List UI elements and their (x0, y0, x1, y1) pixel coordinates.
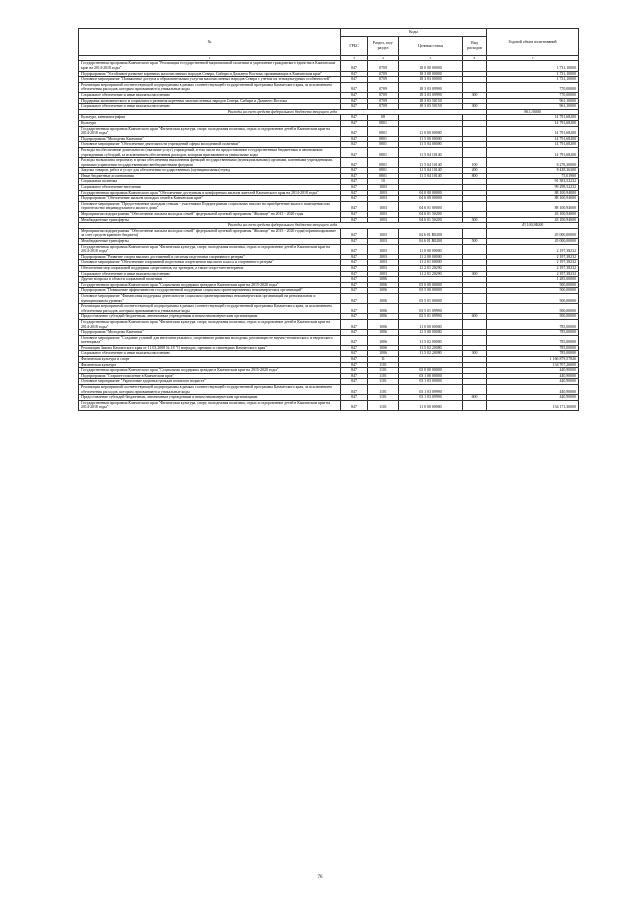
row-target-article: 11 2 01 20290 (399, 271, 463, 277)
row-grbs: 847 (341, 147, 368, 157)
row-amount: 785,00000 (487, 319, 579, 329)
row-grbs: 847 (341, 260, 368, 266)
row-target-article: 11 5 02 20080 (399, 345, 463, 351)
row-grbs: 847 (341, 217, 368, 223)
row-name: Расходы на выплаты персоналу в целях обеспечения выполнения функций государственными (муниципальными) органами, казенными учреждениями, органами управления государственными внебюджетными фондами (79, 158, 341, 168)
row-target-article: 11 5 02 00000 (399, 335, 463, 345)
row-name: Государственная программа Камчатского края "Физическая культура, спорт, молодежная политика, отдых и оздоровление детей в Камчатском крае на 2014-2018 годы" (79, 244, 341, 254)
row-razdel: 0709 (368, 98, 399, 104)
row-grbs: 847 (341, 61, 368, 71)
row-razdel: 1006 (368, 335, 399, 345)
row-grbs: 847 (341, 282, 368, 288)
row-razdel: 1003 (368, 254, 399, 260)
table-row (79, 244, 579, 254)
row-grbs: 847 (341, 82, 368, 92)
row-amount: 961,10000 (487, 98, 579, 104)
row-name: Социальное обеспечение населения (79, 185, 341, 191)
row-name: Государственная программа Камчатского края "Реализация государственной национальной политики и укрепление гражданского единства в Камчатском крае на 2014-2018 годы" (79, 61, 341, 71)
row-grbs: 847 (341, 126, 368, 136)
row-grbs: 847 (341, 330, 368, 336)
row-grbs: 847 (341, 92, 368, 98)
row-target-article: 18 3 03 09990 (399, 82, 463, 92)
row-name: Подпрограмма "Развитие спорта высших достижений и системы подготовки спортивного резерва" (79, 254, 341, 260)
row-name: Государственная программа Камчатского края "Физическая культура, спорт, молодежная политика, отдых и оздоровление детей в Камчатском крае на 2014-2018 годы" (79, 400, 341, 410)
row-grbs: 847 (341, 115, 368, 121)
header-grbs: ГРБС (341, 37, 368, 56)
row-amount: 500,00000 (487, 288, 579, 294)
column-index: 3 (341, 56, 368, 61)
row-razdel: 1003 (368, 185, 399, 191)
row-amount: 1 166 879,57826 (487, 357, 579, 363)
table-row (79, 385, 579, 395)
row-razdel: 1003 (368, 212, 399, 218)
row-grbs: 847 (341, 288, 368, 294)
row-razdel: 1006 (368, 293, 399, 303)
row-name: Подпрограмма "Молодежь Камчатки" (79, 330, 341, 336)
row-target-article: 11 5 04 10140 (399, 158, 463, 168)
row-amount: 770,00000 (487, 82, 579, 92)
row-amount: 2 197,38232 (487, 271, 579, 277)
row-amount: 2 197,38232 (487, 265, 579, 271)
row-target-article: 11 0 00 00000 (399, 319, 463, 329)
row-name: Государственная программа Камчатского края "Обеспечение доступным и комфортным жильем жителей Камчатского края на 2014-2018 годы" (79, 190, 341, 196)
row-expense-type (463, 147, 487, 157)
row-name: Культура, кинематография (79, 115, 341, 121)
row-razdel: 0709 (368, 92, 399, 98)
row-expense-type: 200 (463, 168, 487, 174)
row-name: Основное мероприятие "Предоставление молодым семьям - участникам Подпрограммы социальных выплат на приобретение жилого помещения или строительство индивидуального жилого дома" (79, 201, 341, 211)
row-razdel: 1006 (368, 351, 399, 357)
table-row (79, 400, 579, 410)
row-grbs: 847 (341, 136, 368, 142)
row-grbs: 847 (341, 314, 368, 320)
row-amount: 785,00000 (487, 345, 579, 351)
row-name: Предоставление субсидий бюджетным, автономным учреждениям и иным некоммерческим организациям (79, 395, 341, 401)
row-name: Государственная программа Камчатского края "Физическая культура, спорт, молодежная политика, отдых и оздоровление детей в Камчатском крае на 2014-2018 годы" (79, 319, 341, 329)
row-target-article: 04 6 00 00000 (399, 196, 463, 202)
row-razdel: 0709 (368, 82, 399, 92)
row-razdel: 1006 (368, 345, 399, 351)
row-grbs: 847 (341, 265, 368, 271)
row-expense-type (463, 335, 487, 345)
row-name: Межбюджетные трансферты (79, 217, 341, 223)
row-grbs: 847 (341, 304, 368, 314)
row-expense-type (463, 319, 487, 329)
row-amount: 14 791,68200 (487, 126, 579, 136)
row-name: Подпрограмма "Обеспечение жильем молодых семей в Камчатском крае" (79, 196, 341, 202)
row-grbs: 847 (341, 385, 368, 395)
row-amount: 88 100,94000 (487, 201, 579, 211)
row-grbs: 847 (341, 368, 368, 374)
row-target-article: 11 5 04 10140 (399, 173, 463, 179)
row-grbs: 847 (341, 212, 368, 218)
row-amount: 961,10000 (487, 109, 579, 115)
row-expense-type (463, 385, 487, 395)
table-row (79, 335, 579, 345)
row-target-article: 11 5 02 20080 (399, 351, 463, 357)
row-expense-type: 300 (463, 271, 487, 277)
column-index: 6 (463, 56, 487, 61)
row-razdel: 1003 (368, 201, 399, 211)
row-razdel: 1006 (368, 314, 399, 320)
row-grbs: 847 (341, 239, 368, 245)
row-grbs: 847 (341, 201, 368, 211)
note-text: Расходы на счет средств федерального бюджета текущего года (79, 223, 487, 229)
row-target-article: 11 2 01 20290 (399, 265, 463, 271)
row-target-article: 18 3 00 00000 (399, 71, 463, 77)
row-razdel: 1006 (368, 277, 399, 283)
row-name: Культура (79, 120, 341, 126)
row-target-article: 11 5 04 10140 (399, 168, 463, 174)
row-grbs: 847 (341, 168, 368, 174)
row-amount: 1 731,10000 (487, 61, 579, 71)
row-name: Государственная программа Камчатского края "Социальная поддержка граждан в Камчатском крае на 2015-2020 годы" (79, 282, 341, 288)
header-csr: Целевая статья (399, 37, 463, 56)
row-grbs: 847 (341, 357, 368, 363)
row-name: Основное мероприятие "Финансовая поддержка деятельности социально ориентированных некоммерческих организаций на региональном и муниципальном уровнях" (79, 293, 341, 303)
column-index: 1 (79, 56, 341, 61)
table-row (79, 147, 579, 157)
row-razdel: 1006 (368, 330, 399, 336)
row-amount: 785,00000 (487, 351, 579, 357)
row-grbs: 847 (341, 196, 368, 202)
row-razdel: 11 (368, 357, 399, 363)
table-row (79, 228, 579, 238)
table-body (79, 56, 579, 411)
table-row (79, 158, 579, 168)
header-amount: Годовой объем ассигнований (487, 29, 579, 56)
row-amount: 43 100,94000 (487, 223, 579, 229)
row-expense-type (463, 201, 487, 211)
row-amount: 45 000,00000 (487, 228, 579, 238)
row-name: Социальное обеспечение и иные выплаты населению (79, 271, 341, 277)
row-razdel: 1101 (368, 385, 399, 395)
row-razdel: 1101 (368, 368, 399, 374)
row-razdel: 1101 (368, 379, 399, 385)
row-razdel: 0801 (368, 168, 399, 174)
page-number: 76 (317, 875, 323, 880)
row-target-article: 18 3 03 09990 (399, 92, 463, 98)
row-name: Другие вопросы в области социальной политики (79, 277, 341, 283)
row-name: Основное мероприятие "Повышение доступа к образовательным услугам малочисленных народов Севера с учетом их этнокультурных особенностей" (79, 77, 341, 83)
row-expense-type (463, 293, 487, 303)
row-razdel: 1006 (368, 319, 399, 329)
row-amount: 45 000,00000 (487, 239, 579, 245)
row-razdel: 1003 (368, 244, 399, 254)
row-grbs: 847 (341, 395, 368, 401)
header-codes: Коды (341, 29, 487, 37)
row-target-article: 11 5 00 00000 (399, 330, 463, 336)
row-grbs: 847 (341, 228, 368, 238)
row-expense-type: 500 (463, 217, 487, 223)
row-name: Основное мероприятие "Укрепление здоровья граждан пожилого возраста" (79, 379, 341, 385)
table-row (79, 126, 579, 136)
row-target-article: 04 0 00 00000 (399, 190, 463, 196)
row-target-article: 11 2 00 00000 (399, 254, 463, 260)
row-amount: 14 791,68200 (487, 120, 579, 126)
row-expense-type: 600 (463, 314, 487, 320)
row-name: Физическая культура (79, 362, 341, 368)
table-row (79, 82, 579, 92)
budget-table-page (78, 28, 578, 411)
column-index: 7 (487, 56, 579, 61)
row-razdel: 1003 (368, 190, 399, 196)
row-razdel: 1003 (368, 260, 399, 266)
row-razdel: 0801 (368, 158, 399, 168)
row-expense-type (463, 228, 487, 238)
row-target-article: 04 6 01 00000 (399, 201, 463, 211)
header-num: № (79, 29, 341, 56)
row-razdel: 0801 (368, 126, 399, 136)
row-amount: 14 791,68200 (487, 147, 579, 157)
row-name: Государственная программа Камчатского края "Социальная поддержка граждан в Камчатском крае на 2015-2020 годы" (79, 368, 341, 374)
row-amount: 43 100,94000 (487, 217, 579, 223)
row-amount: 1 731,10000 (487, 77, 579, 83)
row-amount: 134 707,26000 (487, 362, 579, 368)
row-grbs: 847 (341, 158, 368, 168)
row-name: Межбюджетные трансферты (79, 239, 341, 245)
row-name: Социальное обеспечение и иные выплаты населению (79, 92, 341, 98)
row-target-article: 04 6 01 R0200 (399, 228, 463, 238)
row-amount: 75,01900 (487, 173, 579, 179)
row-razdel: 1006 (368, 282, 399, 288)
row-razdel: 1003 (368, 228, 399, 238)
row-razdel: 1101 (368, 395, 399, 401)
row-razdel: 1003 (368, 265, 399, 271)
row-amount: 91 383,52232 (487, 179, 579, 185)
row-target-article: 11 5 04 00000 (399, 142, 463, 148)
row-amount: 500,00000 (487, 282, 579, 288)
row-razdel: 1101 (368, 362, 399, 368)
row-name: Основное мероприятие "Обеспечение спортивной подготовки спортсменов высокого класса и спортивного резерва" (79, 260, 341, 266)
row-name: Иные бюджетные ассигнования (79, 173, 341, 179)
row-razdel: 0801 (368, 142, 399, 148)
row-amount: 1 285,00000 (487, 277, 579, 283)
row-amount: 2 197,38232 (487, 254, 579, 260)
row-target-article: 03 1 03 00000 (399, 379, 463, 385)
row-expense-type: 600 (463, 395, 487, 401)
row-target-article: 03 0 00 00000 (399, 282, 463, 288)
row-target-article: 03 5 01 09990 (399, 304, 463, 314)
row-amount: 134 171,36000 (487, 400, 579, 410)
row-razdel: 1006 (368, 304, 399, 314)
row-name: Подпрограмма "Старшее поколение в Камчатском крае" (79, 373, 341, 379)
row-amount: 785,00000 (487, 330, 579, 336)
row-name: Реализация мероприятий соответствующей подпрограммы в рамках соответствующей государственной программы Камчатского края, за исключением обеспечения расходов, которым присваиваются уникальные коды (79, 82, 341, 92)
row-name: Закупка товаров, работ и услуг для обеспечения государственных (муниципальных) нужд (79, 168, 341, 174)
header-razdel: Раздел, под-раздел (368, 37, 399, 56)
row-name: Социальное обеспечение и иные выплаты населению (79, 351, 341, 357)
table-row (79, 61, 579, 71)
row-name: Подпрограмма "Устойчивое развитие коренных малочисленных народов Севера, Сибири и Дальнего Востока, проживающих в Камчатском крае" (79, 71, 341, 77)
row-grbs: 847 (341, 71, 368, 77)
row-grbs: 847 (341, 379, 368, 385)
row-grbs: 847 (341, 77, 368, 83)
row-grbs: 847 (341, 277, 368, 283)
row-grbs: 847 (341, 173, 368, 179)
row-target-article: 03 1 03 09990 (399, 385, 463, 395)
row-target-article: 11 5 04 10140 (399, 147, 463, 157)
row-grbs: 847 (341, 254, 368, 260)
row-razdel: 1003 (368, 196, 399, 202)
row-grbs: 847 (341, 319, 368, 329)
table-row (79, 201, 579, 211)
row-target-article: 18 3 03 00000 (399, 77, 463, 83)
budget-table (78, 28, 579, 411)
row-amount: 440,90000 (487, 379, 579, 385)
row-target-article: 11 0 00 00000 (399, 126, 463, 136)
row-amount: 88 100,94000 (487, 196, 579, 202)
note-text: Расходы на счет средств федерального бюджета текущего года (79, 109, 487, 115)
row-expense-type (463, 61, 487, 71)
row-target-article: 18 3 03 50150 (399, 98, 463, 104)
row-razdel: 1101 (368, 400, 399, 410)
row-razdel: 0801 (368, 147, 399, 157)
row-target-article: 11 0 00 00000 (399, 400, 463, 410)
row-amount: 961,10000 (487, 104, 579, 110)
row-razdel: 10 (368, 179, 399, 185)
row-target-article: 04 6 01 50200 (399, 217, 463, 223)
row-target-article: 11 5 00 00000 (399, 136, 463, 142)
row-name: Подпрограмма "Молодежь Камчатки" (79, 136, 341, 142)
row-expense-type (463, 244, 487, 254)
row-amount: 500,00000 (487, 314, 579, 320)
row-target-article: 04 6 01 50200 (399, 212, 463, 218)
row-amount: 440,90000 (487, 373, 579, 379)
row-razdel: 0709 (368, 71, 399, 77)
row-amount: 785,00000 (487, 335, 579, 345)
row-razdel: 1003 (368, 217, 399, 223)
row-amount: 99 298,52232 (487, 185, 579, 191)
row-expense-type: 100 (463, 158, 487, 168)
row-expense-type: 800 (463, 173, 487, 179)
row-grbs: 847 (341, 104, 368, 110)
row-name: Подпрограмма "Повышение эффективности государственной поддержки социально ориентированных некоммерческих организаций" (79, 288, 341, 294)
row-grbs: 847 (341, 244, 368, 254)
row-target-article: 18 0 00 00000 (399, 61, 463, 71)
row-grbs: 847 (341, 185, 368, 191)
row-expense-type: 300 (463, 92, 487, 98)
row-grbs: 847 (341, 373, 368, 379)
row-razdel: 0801 (368, 173, 399, 179)
row-grbs: 847 (341, 345, 368, 351)
row-razdel: 0709 (368, 61, 399, 71)
row-amount: 14 791,68200 (487, 136, 579, 142)
row-amount: 770,00000 (487, 92, 579, 98)
row-name: Реализация мероприятий соответствующей подпрограммы в рамках соответствующей государственной программы Камчатского края, за исключением обеспечения расходов, которым присваиваются уникальные коды (79, 304, 341, 314)
row-name: Поддержка экономического и социального развития коренных малочисленных народов Севера, Сибири и Дальнего Востока (79, 98, 341, 104)
row-amount: 8 438,36300 (487, 168, 579, 174)
row-razdel: 08 (368, 115, 399, 121)
row-name: Мероприятия подпрограммы "Обеспечение жильем молодых семей" федеральной целевой программы "Жилище" на 2015 - 2020 годы(софинансирование за счет средств краевого бюджета) (79, 228, 341, 238)
row-name: Предоставление субсидий бюджетным, автономным учреждениям и иным некоммерческим организациям (79, 314, 341, 320)
row-target-article: 03 0 00 00000 (399, 368, 463, 374)
row-amount: 500,00000 (487, 304, 579, 314)
row-expense-type: 300 (463, 351, 487, 357)
row-target-article: 11 2 01 00000 (399, 260, 463, 266)
row-target-article: 04 6 01 R0200 (399, 239, 463, 245)
row-expense-type (463, 126, 487, 136)
row-grbs: 847 (341, 335, 368, 345)
row-name: Физическая культура и спорт (79, 357, 341, 363)
row-grbs: 847 (341, 271, 368, 277)
row-expense-type (463, 400, 487, 410)
row-expense-type: 500 (463, 239, 487, 245)
row-target-article: 11 0 00 00000 (399, 244, 463, 254)
row-razdel: 0801 (368, 136, 399, 142)
row-name: Мероприятия подпрограммы "Обеспечение жильем молодых семей" федеральной целевой программы "Жилище" на 2015 - 2020 годы (79, 212, 341, 218)
row-name: Расходы на обеспечение деятельности (оказание услуг) учреждений, в том числе на предоставление государственным бюджетным и автономным учреждениям субсидий, за исключением обеспечения расходов, которым присваиваются уникальные коды (79, 147, 341, 157)
row-expense-type: 300 (463, 104, 487, 110)
row-amount: 43 100,94000 (487, 212, 579, 218)
row-name: Социальное обеспечение и иные выплаты населению (79, 104, 341, 110)
row-name: Реализация Закона Камчатского края от 11.03.2008 № 18 "О наградах, премиях и стипендиях Камчатского края" (79, 345, 341, 351)
row-amount: 14 791,68200 (487, 142, 579, 148)
row-amount: 2 197,38232 (487, 260, 579, 266)
row-grbs: 847 (341, 98, 368, 104)
row-name: Основное мероприятие "Обеспечение деятельности учреждений сферы молодежной политики" (79, 142, 341, 148)
row-target-article: 03 1 00 00000 (399, 373, 463, 379)
row-razdel: 0709 (368, 77, 399, 83)
row-grbs: 847 (341, 120, 368, 126)
table-row (79, 319, 579, 329)
row-grbs: 847 (341, 400, 368, 410)
row-grbs: 847 (341, 179, 368, 185)
row-name: Государственная программа Камчатского края "Физическая культура, спорт, молодежная политика, отдых и оздоровление детей в Камчатском крае на 2014-2018 годы" (79, 126, 341, 136)
row-amount: 2 197,38232 (487, 244, 579, 254)
row-amount: 500,00000 (487, 293, 579, 303)
row-target-article: 03 5 01 00000 (399, 293, 463, 303)
row-grbs: 847 (341, 190, 368, 196)
row-amount: 88 100,94000 (487, 190, 579, 196)
row-grbs: 847 (341, 293, 368, 303)
header-vid: Вид расходов (463, 37, 487, 56)
row-name: Основное мероприятие "Создание условий для интеллектуального, спортивного развития молодежи, реализации ее научно-технического и творческого потенциала" (79, 335, 341, 345)
row-razdel: 1003 (368, 271, 399, 277)
row-name: Реализация мероприятий соответствующей подпрограммы в рамках соответствующей государственной программы Камчатского края, за исключением обеспечения расходов, которым присваиваются уникальные коды (79, 385, 341, 395)
row-grbs: 847 (341, 142, 368, 148)
row-razdel: 0709 (368, 104, 399, 110)
row-target-article: 03 5 01 09990 (399, 314, 463, 320)
row-amount: 14 791,68200 (487, 115, 579, 121)
row-razdel: 1101 (368, 373, 399, 379)
row-name: Социальная политика (79, 179, 341, 185)
row-razdel: 1006 (368, 288, 399, 294)
row-grbs: 847 (341, 362, 368, 368)
row-expense-type (463, 304, 487, 314)
row-amount: 1 731,10000 (487, 71, 579, 77)
row-expense-type (463, 82, 487, 92)
row-amount: 440,90000 (487, 395, 579, 401)
row-target-article: 03 1 03 09990 (399, 395, 463, 401)
row-razdel: 1003 (368, 239, 399, 245)
row-target-article: 03 5 00 00000 (399, 288, 463, 294)
row-amount: 6 278,30000 (487, 158, 579, 168)
column-index: 5 (399, 56, 463, 61)
row-amount: 440,90000 (487, 368, 579, 374)
row-amount: 440,90000 (487, 385, 579, 395)
table-row (79, 293, 579, 303)
row-name: Обеспечение мер социальной поддержки спортсменов, их тренеров, а также спорт-мен-ветеранов (79, 265, 341, 271)
row-grbs: 847 (341, 351, 368, 357)
row-razdel: 0801 (368, 120, 399, 126)
table-row (79, 304, 579, 314)
row-target-article: 18 3 03 50150 (399, 104, 463, 110)
column-index: 4 (368, 56, 399, 61)
